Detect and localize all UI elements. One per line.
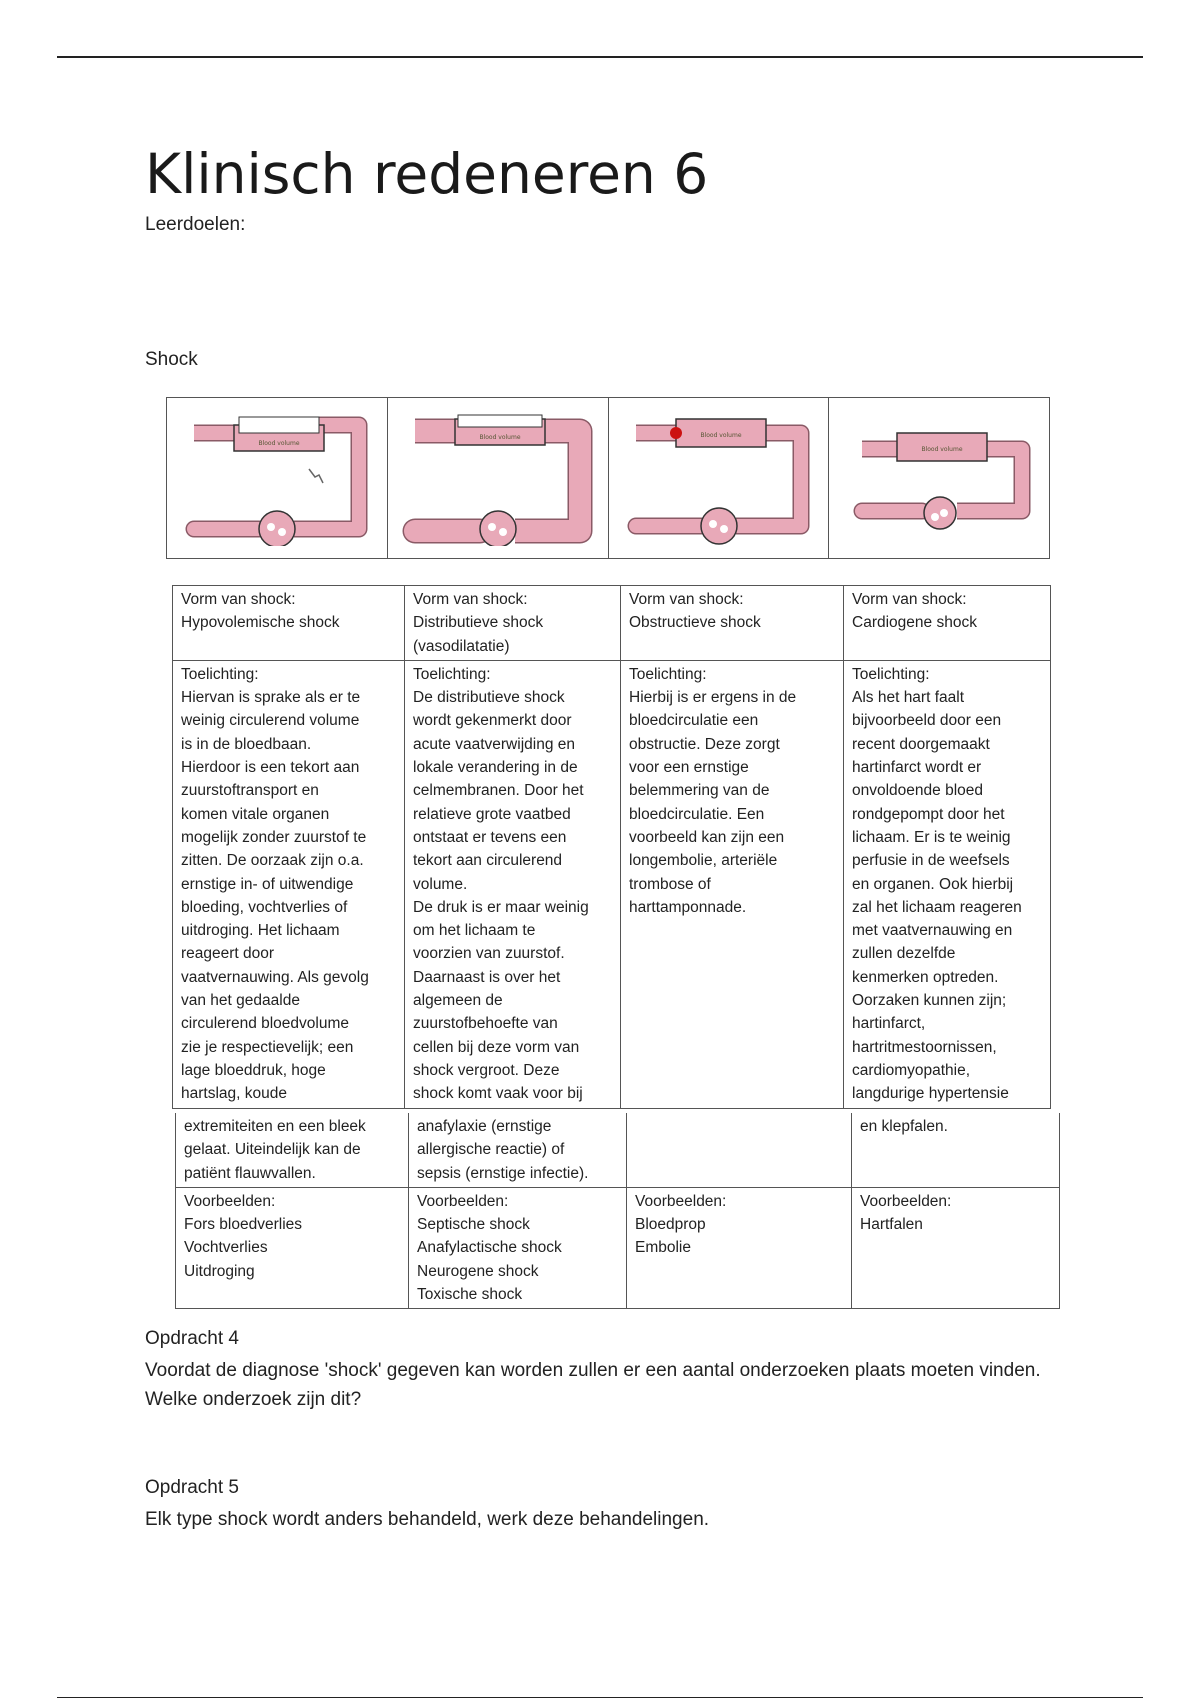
text-line: algemeen de [413,992,503,1010]
text-line: met vaatvernauwing en [852,922,1013,940]
text-line: patiënt flauwvallen. [184,1164,316,1182]
text-line: Hiervan is sprake als er te [181,689,361,707]
type-cell: Vorm van shock: Obstructieve shock [621,586,844,661]
text-line: hartinfarct, [852,1015,926,1033]
type-cell: Vorm van shock: Hypovolemische shock [173,586,405,661]
text-line: shock komt vaak voor bij [413,1085,583,1103]
top-rule [57,56,1143,58]
text-line: relatieve grote vaatbed [413,805,571,823]
text-line: hartslag, koude [181,1085,287,1103]
assignment-5-title: Opdracht 5 [145,1477,239,1498]
text-line: Septische shock [417,1216,530,1234]
shock-diagram-row [166,397,1050,559]
diagram-box-label: Blood volume [921,445,963,453]
diagram-cell [388,398,609,558]
explanation-cell [176,1113,409,1187]
hypovolemic-circulation-diagram-icon [179,411,374,546]
text-line: Vochtverlies [184,1239,268,1257]
text-line: anafylaxie (ernstige [417,1118,552,1135]
text-line: voorzien van zuurstof. [413,945,565,963]
text-line: zal het lichaam reageren [852,898,1022,916]
shock-types-table [172,585,1051,1109]
explanation-cell: Toelichting: Hierbij is er ergens in de bloedcirculatie een obstructie. Deze zorgt voor een ernstige belemmering van de bloedcirculatie. Een voorbeeld kan zijn een longembolie, arteriële trombose of harttamponnade. [621,660,844,1108]
explanation-cell: Toelichting: De distributieve shock wordt gekenmerkt door acute vaatverwijding en lokale verandering in de celmembranen. Door het relatieve grote vaatbed ontstaat er tevens een tekort aan circulerend volume. De druk is er maar weinig om het lichaam te voorzien van zuurstof. Daarnaast is over het algemeen de zuurstofbehoefte van cellen bij deze vorm van shock vergroot. Deze shock komt vaak voor bij [405,660,621,1108]
assignment-4-title: Opdracht 4 [145,1328,239,1349]
text-line: zullen dezelfde [852,945,956,963]
type-cell: Vorm van shock: Distributieve shock (vasodilatatie) [405,586,621,661]
text-line: cardiomyopathie, [852,1061,971,1079]
diagram-cell [609,398,830,558]
text-line: perfusie in de weefsels [852,852,1010,870]
text-line: extremiteiten en een bleek [184,1118,366,1135]
text-line: voorbeeld kan zijn een [629,828,785,846]
text-line: longembolie, arteriële [629,852,778,870]
text-line: gelaat. Uiteindelijk kan de [184,1141,361,1159]
text-line: Anafylactische shock [417,1239,562,1257]
section-title: Shock [145,349,198,370]
text-line: ernstige in- of uitwendige [181,875,354,893]
text-line: uitdroging. Het lichaam [181,922,340,940]
text-line: Toxische shock [417,1286,523,1304]
text-line: bloedcirculatie een [629,712,759,730]
text-line: Bloedprop [635,1216,706,1234]
text-line: cellen bij deze vorm van [413,1038,580,1056]
learning-goals-label: Leerdoelen: [145,214,246,235]
text-line: bloeding, vochtverlies of [181,898,348,916]
distributive-circulation-diagram-icon [400,411,595,546]
text-line: zitten. De oorzaak zijn o.a. [181,852,364,870]
text-line: onvoldoende bloed [852,782,984,800]
explanation-cell [627,1113,852,1187]
assignment-4-text: Voordat de diagnose 'shock' gegeven kan worden zullen er een aantal onderzoeken plaats moeten vinden. Welke onderzoek zijn dit? [145,1360,1041,1410]
text-line: hartritmestoornissen, [852,1038,997,1056]
type-cell: Vorm van shock: Cardiogene shock [844,586,1051,661]
shock-types-table-continued [175,1113,1060,1309]
obstructive-circulation-diagram-icon [621,411,816,546]
text-line: belemmering van de [629,782,770,800]
text-line: lage bloeddruk, hoge [181,1061,326,1079]
examples-cell: Voorbeelden: Fors bloedverlies Vochtverlies Uitdroging [176,1187,409,1308]
text-line: Oorzaken kunnen zijn; [852,992,1007,1010]
cardiogenic-circulation-diagram-icon [842,411,1037,546]
explanation-cell [852,1113,1060,1187]
text-line: celmembranen. Door het [413,782,584,800]
text-line: De druk is er maar weinig [413,898,589,916]
text-line: allergische reactie) of [417,1141,565,1159]
text-line: acute vaatverwijding en [413,735,575,753]
text-line: Uitdroging [184,1262,255,1280]
diagram-box-label: Blood volume [258,439,300,447]
text-line: bloedcirculatie. Een [629,805,765,823]
text-line: zuurstofbehoefte van [413,1015,558,1033]
diagram-box-label: Blood volume [700,431,742,439]
text-line: Embolie [635,1239,691,1257]
text-line: ontstaat er tevens een [413,828,567,846]
text-line: van het gedaalde [181,992,300,1010]
text-line: harttamponnade. [629,898,747,916]
table-row [176,1187,1060,1308]
text-line: Daarnaast is over het [413,968,561,986]
text-line: bijvoorbeeld door een [852,712,1002,730]
text-line: volume. [413,875,468,893]
table-row [173,660,1051,1108]
text-line: recent doorgemaakt [852,735,990,753]
text-line: Als het hart faalt [852,689,965,707]
text-line: De distributieve shock [413,689,565,707]
text-line: hartinfarct wordt er [852,759,982,777]
text-line: obstructie. Deze zorgt [629,735,780,753]
text-line: circulerend bloedvolume [181,1015,350,1033]
text-line: weinig circulerend volume [181,712,360,730]
text-line: Fors bloedverlies [184,1216,303,1234]
text-line: trombose of [629,875,711,893]
examples-cell: Voorbeelden: Hartfalen [852,1187,1060,1308]
text-line: tekort aan circulerend [413,852,563,870]
text-line: Neurogene shock [417,1262,539,1280]
bottom-rule [57,1697,1143,1698]
text-line: kenmerken optreden. [852,968,999,986]
text-line: lichaam. Er is te weinig [852,828,1011,846]
text-line: langdurige hypertensie [852,1085,1009,1103]
text-line: om het lichaam te [413,922,536,940]
text-line: en organen. Ook hierbij [852,875,1014,893]
table-row [173,586,1051,661]
text-line: shock vergroot. Deze [413,1061,560,1079]
text-line: mogelijk zonder zuurstof te [181,828,367,846]
page-title: Klinisch redeneren 6 [145,142,709,206]
explanation-cell: Toelichting: Hiervan is sprake als er te weinig circulerend volume is in de bloedbaan. Hierdoor is een tekort aan zuurstoftransport en komen vitale organen mogelijk zonder zuurstof te zitten. De oorzaak zijn o.a. ernstige in- of uitwendige bloeding, vochtverlies of uitdroging. Het lichaam reageert door vaatvernauwing. Als gevolg van het gedaalde circulerend bloedvolume zie je respectievelijk; een lage bloeddruk, hoge hartslag, koude [173,660,405,1108]
text-line: zuurstoftransport en [181,782,319,800]
text-line: is in de bloedbaan. [181,735,312,753]
text-line: zie je respectievelijk; een [181,1038,354,1056]
diagram-cell [829,398,1049,558]
table-row [176,1113,1060,1187]
text-line: vaatvernauwing. Als gevolg [181,968,369,986]
diagram-cell [167,398,388,558]
explanation-cell: Toelichting: Als het hart faalt bijvoorbeeld door een recent doorgemaakt hartinfarct wordt er onvoldoende bloed rondgepompt door het lichaam. Er is te weinig perfusie in de weefsels en organen. Ook hierbij zal het lichaam reageren met vaatvernauwing en zullen dezelfde kenmerken optreden. Oorzaken kunnen zijn; hartinfarct, hartritmestoornissen, cardiomyopathie, langdurige hypertensie [844,660,1051,1108]
explanation-cell [409,1113,627,1187]
examples-cell: Voorbeelden: Septische shock Anafylactische shock Neurogene shock Toxische shock [409,1187,627,1308]
text-line: wordt gekenmerkt door [413,712,572,730]
text-line: Hierbij is er ergens in de [629,689,797,707]
examples-cell: Voorbeelden: Bloedprop Embolie [627,1187,852,1308]
text-line: rondgepompt door het [852,805,1005,823]
text-line: en klepfalen. [860,1118,948,1135]
text-line: sepsis (ernstige infectie). [417,1164,589,1182]
text-line: Hartfalen [860,1216,923,1234]
text-line: lokale verandering in de [413,759,578,777]
diagram-box-label: Blood volume [479,433,521,441]
text-line: voor een ernstige [629,759,749,777]
assignment-5-text: Elk type shock wordt anders behandeld, werk deze behandelingen. [145,1509,710,1530]
text-line: reageert door [181,945,275,963]
text-line: Hierdoor is een tekort aan [181,759,360,777]
text-line: komen vitale organen [181,805,330,823]
